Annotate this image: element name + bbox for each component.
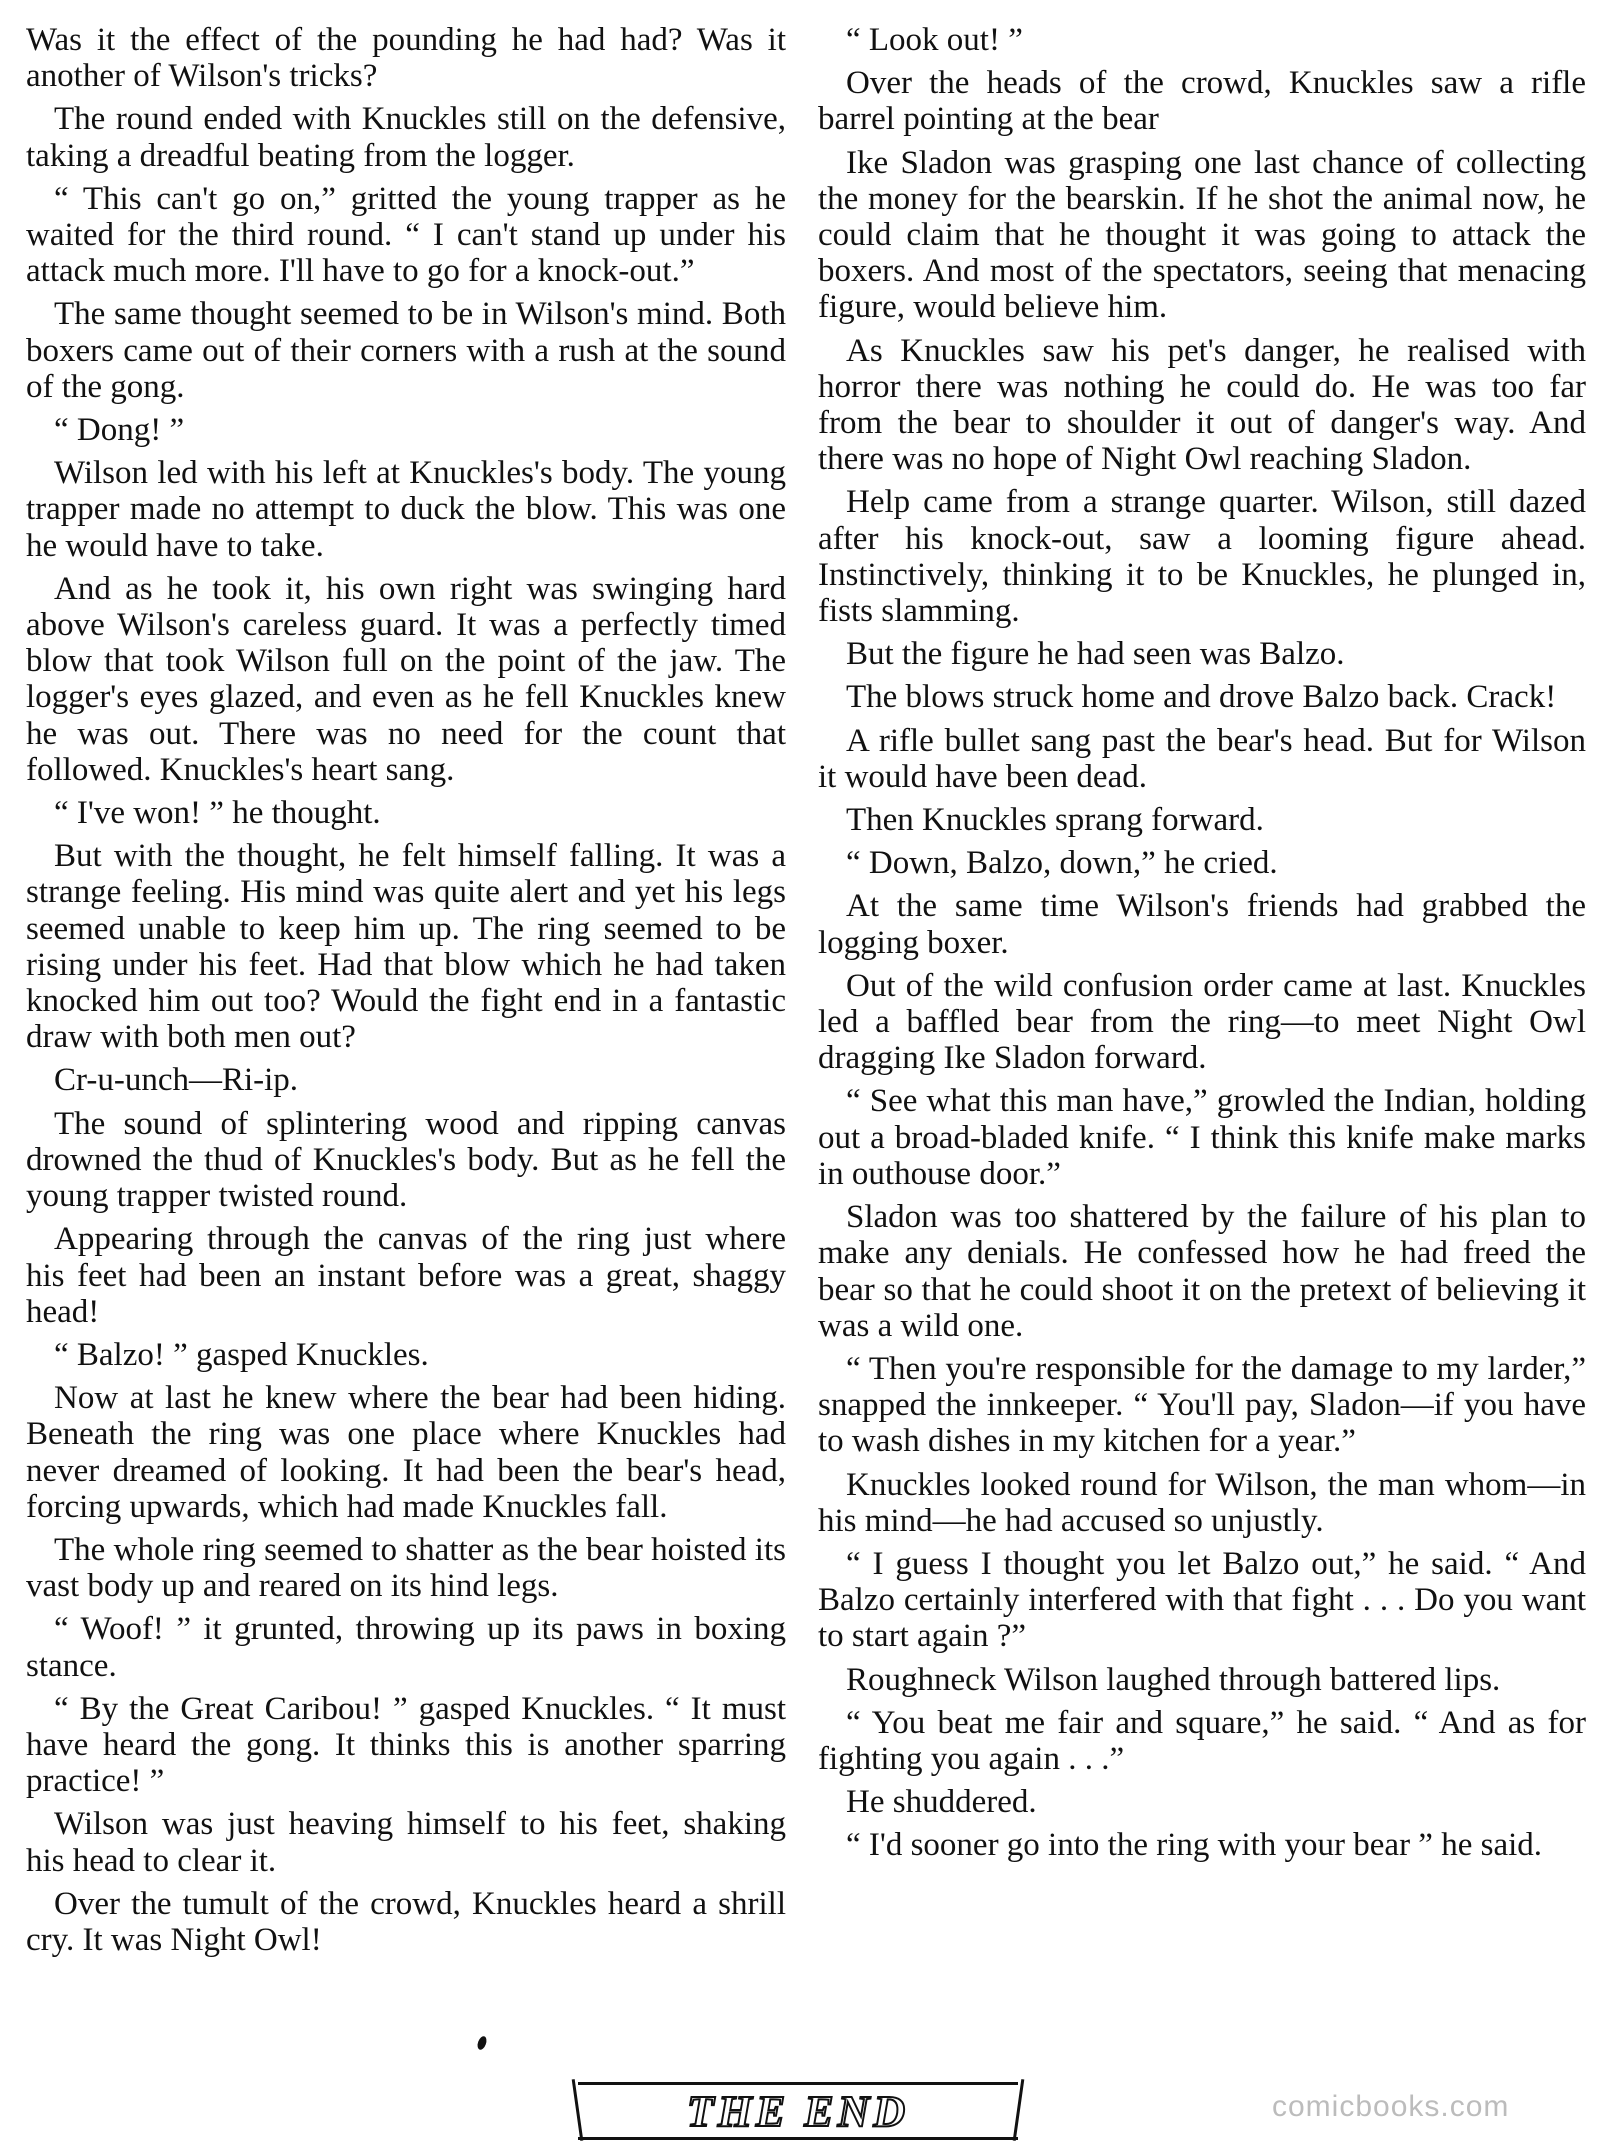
paragraph: Ike Sladon was grasping one last chance of collecting the money for the bearskin. If he shot the animal now, he could claim that he thought it was going to attack the boxers. And most of the spectators, seeing that menacing figure, would believe him. — [818, 144, 1586, 326]
paragraph: Then Knuckles sprang forward. — [846, 802, 1264, 839]
right-text-column — [818, 22, 1586, 1871]
paragraph: A rifle bullet sang past the bear's head. But for Wilson it would have been dead. — [818, 722, 1586, 795]
paragraph: The sound of splintering wood and ripping canvas drowned the thud of Knuckles's body. But as he fell the young trapper twisted round. — [26, 1105, 786, 1215]
paragraph: The blows struck home and drove Balzo back. Crack! — [846, 679, 1557, 716]
paragraph: Now at last he knew where the bear had been hiding. Beneath the ring was one place where Knuckles had never dreamed of looking. It had been the bear's head, forcing upwards, which had made Knuckles fall. — [26, 1380, 786, 1525]
paragraph: But the figure he had seen was Balzo. — [846, 636, 1345, 673]
paragraph: The whole ring seemed to shatter as the bear hoisted its vast body up and reared on its hind legs. — [26, 1531, 786, 1605]
paragraph: Cr-u-unch—Ri-ip. — [54, 1062, 299, 1099]
ink-speck — [476, 2035, 488, 2051]
paragraph: Knuckles looked round for Wilson, the man whom—in his mind—he had accused so unjustly. — [818, 1466, 1586, 1539]
paragraph: Out of the wild confusion order came at last. Knuckles led a baffled bear from the ring—to meet Night Owl dragging Ike Sladon forward. — [818, 967, 1586, 1077]
paragraph: Help came from a strange quarter. Wilson, still dazed after his knock-out, saw a looming figure ahead. Instinctively, thinking it to be Knuckles, he plunged in, fists slamming. — [818, 484, 1586, 630]
paragraph: “ Woof! ” it grunted, throwing up its paws in boxing stance. — [26, 1611, 786, 1684]
paragraph: The same thought seemed to be in Wilson's mind. Both boxers came out of their corners with a rush at the sound of the gong. — [26, 296, 786, 405]
left-text-column — [26, 22, 786, 1965]
paragraph: “ This can't go on,” gritted the young trapper as he waited for the third round. “ I can't stand up under his attack much more. I'll have to go for a knock-out.” — [26, 180, 786, 290]
paragraph: “ Then you're responsible for the damage to my larder,” snapped the innkeeper. “ You'll pay, Sladon—if you have to wash dishes in my kitchen for a year.” — [818, 1350, 1586, 1460]
paragraph: Sladon was too shattered by the failure of his plan to make any denials. He confessed how he had freed the bear so that he could shoot it on the pretext of believing it was a wild one. — [818, 1199, 1586, 1344]
paragraph: “ I've won! ” he thought. — [54, 795, 381, 832]
watermark: comicbooks.com — [1272, 2090, 1510, 2123]
paragraph: “ I guess I thought you let Balzo out,” he said. “ And Balzo certainly interfered with that fight . . . Do you want to start again ?” — [818, 1545, 1586, 1655]
paragraph: And as he took it, his own right was swinging hard above Wilson's careless guard. It was a perfectly timed blow that took Wilson full on the point of the jaw. The logger's eyes glazed, and even as he fell Knuckles knew he was out. There was no need for the count that followed. Knuckles's heart sang. — [26, 570, 786, 788]
paragraph: Wilson was just heaving himself to his feet, shaking his head to clear it. — [26, 1806, 786, 1879]
paragraph: “ Dong! ” — [54, 412, 185, 449]
paragraph: “ See what this man have,” growled the Indian, holding out a broad-bladed knife. “ I think this knife make marks in outhouse door.” — [818, 1083, 1586, 1192]
paragraph: “ You beat me fair and square,” he said. “ And as for fighting you again . . .” — [818, 1704, 1586, 1777]
paragraph: Appearing through the canvas of the ring just where his feet had been an instant before was a great, shaggy head! — [26, 1221, 786, 1330]
paragraph: “ Balzo! ” gasped Knuckles. — [54, 1336, 429, 1373]
paragraph: As Knuckles saw his pet's danger, he realised with horror there was nothing he could do. He was too far from the bear to shoulder it out of danger's way. And there was no hope of Night Owl reaching Sladon. — [818, 332, 1586, 478]
paragraph: “ Down, Balzo, down,” he cried. — [846, 845, 1278, 882]
paragraph: He shuddered. — [846, 1784, 1037, 1821]
paragraph: Was it the effect of the pounding he had had? Was it another of Wilson's tricks? — [26, 22, 786, 95]
paragraph: “ Look out! ” — [846, 22, 1023, 58]
paragraph: Roughneck Wilson laughed through battered lips. — [846, 1661, 1501, 1698]
paragraph: At the same time Wilson's friends had grabbed the logging boxer. — [818, 888, 1586, 961]
paragraph: Wilson led with his left at Knuckles's body. The young trapper made no attempt to duck the blow. This was one he would have to take. — [26, 455, 786, 564]
paragraph: “ By the Great Caribou! ” gasped Knuckles. “ It must have heard the gong. It thinks this is another sparring practice! ” — [26, 1690, 786, 1800]
paragraph: “ I'd sooner go into the ring with your bear ” he said. — [846, 1827, 1543, 1864]
paragraph: But with the thought, he felt himself falling. It was a strange feeling. His mind was quite alert and yet his legs seemed unable to keep him up. The ring seemed to be rising under his feet. Had that blow which he had taken knocked him out too? Would the fight end in a fantastic draw with both men out? — [26, 838, 786, 1056]
paragraph: Over the tumult of the crowd, Knuckles heard a shrill cry. It was Night Owl! — [26, 1885, 786, 1958]
paragraph: Over the heads of the crowd, Knuckles saw a rifle barrel pointing at the bear — [818, 65, 1586, 138]
paragraph: The round ended with Knuckles still on the defensive, taking a dreadful beating from the logger. — [26, 101, 786, 174]
the-end-text: THE END — [686, 2086, 910, 2136]
the-end-banner — [578, 2082, 1018, 2140]
